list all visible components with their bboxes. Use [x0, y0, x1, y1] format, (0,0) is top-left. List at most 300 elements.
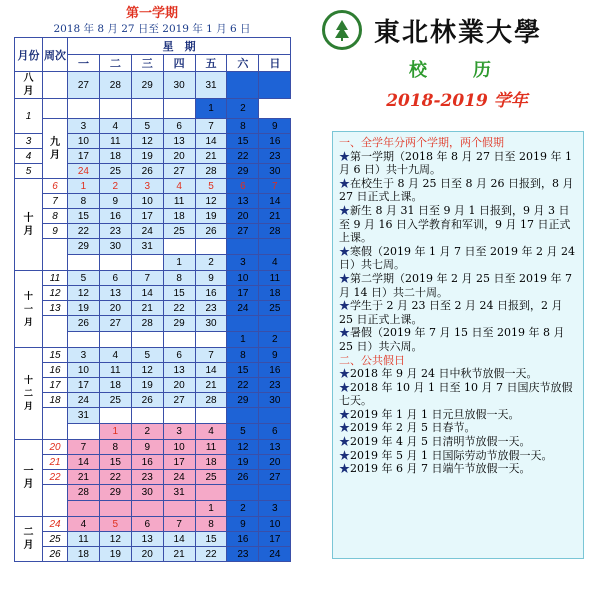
day-cell: 4	[163, 179, 195, 194]
week-number: 3	[15, 134, 43, 149]
weekday-header: 四	[163, 55, 195, 72]
day-cell	[99, 99, 131, 119]
day-cell: 26	[227, 470, 259, 485]
day-cell: 24	[68, 164, 100, 179]
day-cell: 8	[195, 517, 227, 532]
day-cell: 21	[131, 301, 163, 316]
day-cell: 3	[163, 424, 195, 440]
day-cell: 23	[259, 378, 291, 393]
day-cell: 8	[227, 348, 259, 363]
day-cell: 20	[163, 149, 195, 164]
day-cell: 2	[227, 501, 259, 517]
day-cell: 20	[163, 378, 195, 393]
day-cell: 10	[259, 517, 291, 532]
day-cell: 6	[259, 424, 291, 440]
day-cell	[259, 316, 291, 332]
month-label: 十 二 月	[15, 348, 43, 440]
star-icon: ★	[339, 448, 350, 462]
day-cell: 11	[259, 271, 291, 286]
day-cell	[259, 239, 291, 255]
week-number: 11	[43, 271, 68, 286]
day-cell: 2	[227, 99, 259, 119]
day-cell	[68, 424, 100, 440]
day-cell: 30	[131, 485, 163, 501]
day-cell: 28	[99, 72, 131, 99]
day-cell	[131, 501, 163, 517]
table-row	[15, 194, 291, 209]
day-cell: 16	[99, 209, 131, 224]
table-row	[15, 179, 291, 194]
day-cell: 18	[195, 455, 227, 470]
university-header	[322, 6, 592, 54]
week-number: 21	[43, 455, 68, 470]
week-number: 8	[43, 209, 68, 224]
day-cell: 27	[227, 224, 259, 239]
table-row	[15, 440, 291, 455]
day-cell: 27	[259, 470, 291, 485]
weekday-header: 日	[259, 55, 291, 72]
day-cell: 21	[259, 209, 291, 224]
table-row	[15, 517, 291, 532]
week-header: 周次	[43, 38, 68, 72]
day-cell: 10	[163, 440, 195, 455]
day-cell: 15	[99, 455, 131, 470]
day-cell: 3	[68, 348, 100, 363]
day-cell: 25	[195, 470, 227, 485]
table-row	[15, 224, 291, 239]
day-cell: 29	[131, 72, 163, 99]
day-cell: 21	[195, 378, 227, 393]
day-cell: 13	[227, 194, 259, 209]
notes-item	[339, 408, 577, 422]
day-cell: 28	[131, 316, 163, 332]
star-icon: ★	[339, 407, 350, 421]
notes-item-text: 2019 年 2 月 5 日春节。	[350, 421, 476, 435]
day-cell: 11	[68, 532, 100, 547]
day-cell: 31	[163, 485, 195, 501]
day-cell: 25	[259, 301, 291, 316]
month-label: 十 月	[15, 179, 43, 271]
notes-item-text: 第二学期（2019 年 2 月 25 日至 2019 年 7 月 14 日）共二十周。	[339, 271, 572, 299]
day-cell	[227, 239, 259, 255]
day-cell: 15	[227, 134, 259, 149]
day-cell: 20	[131, 547, 163, 562]
day-cell: 17	[68, 149, 100, 164]
star-icon: ★	[339, 367, 350, 381]
day-cell: 10	[227, 271, 259, 286]
day-cell: 21	[163, 547, 195, 562]
week-number: 5	[15, 164, 43, 179]
day-cell: 20	[99, 301, 131, 316]
day-cell: 6	[163, 119, 195, 134]
day-cell: 22	[163, 301, 195, 316]
table-row	[15, 209, 291, 224]
table-row	[15, 378, 291, 393]
day-cell: 14	[259, 194, 291, 209]
day-cell	[43, 99, 68, 119]
day-cell: 6	[227, 179, 259, 194]
week-number: 13	[43, 301, 68, 316]
day-cell: 16	[131, 455, 163, 470]
day-cell: 13	[163, 363, 195, 378]
day-cell: 29	[99, 485, 131, 501]
table-row	[15, 271, 291, 286]
week-number	[43, 72, 68, 99]
day-cell: 4	[68, 517, 100, 532]
day-cell: 7	[68, 440, 100, 455]
week-number: 7	[43, 194, 68, 209]
day-cell: 17	[227, 286, 259, 301]
table-row	[15, 99, 291, 119]
notes-item-text: 第一学期（2018 年 8 月 27 日至 2019 年 1 月 6 日）共十九周。	[339, 149, 572, 177]
weekday-group-header: 星 期	[68, 38, 291, 55]
week-number: 24	[43, 517, 68, 532]
day-cell: 12	[99, 532, 131, 547]
day-cell: 12	[131, 134, 163, 149]
notes-item	[339, 177, 577, 204]
day-cell: 9	[195, 271, 227, 286]
day-cell	[163, 99, 195, 119]
star-icon: ★	[339, 149, 350, 163]
day-cell: 24	[163, 470, 195, 485]
day-cell: 17	[131, 209, 163, 224]
day-cell: 11	[163, 194, 195, 209]
day-cell: 9	[259, 119, 291, 134]
day-cell	[68, 99, 100, 119]
day-cell	[227, 408, 259, 424]
notes-item-text: 学生于 2 月 23 日至 2 月 24 日报到，2 月 25 日正式上课。	[339, 299, 563, 326]
week-number: 26	[43, 547, 68, 562]
day-cell: 30	[99, 239, 131, 255]
notes-section-heading: 二、公共假日	[339, 353, 405, 367]
week-number: 22	[43, 470, 68, 485]
day-cell: 21	[195, 149, 227, 164]
day-cell: 30	[163, 72, 195, 99]
day-cell: 29	[227, 164, 259, 179]
day-cell: 7	[195, 348, 227, 363]
day-cell: 3	[227, 255, 259, 271]
month-label: 十 一 月	[15, 271, 43, 348]
notes-item	[339, 326, 577, 353]
day-cell	[195, 332, 227, 348]
table-row	[15, 408, 291, 424]
notes-item-text: 暑假（2019 年 7 月 15 日至 2019 年 8 月 25 日）共六周。	[339, 326, 565, 353]
day-cell: 7	[163, 517, 195, 532]
day-cell: 4	[195, 424, 227, 440]
day-cell: 30	[259, 164, 291, 179]
day-cell	[227, 72, 259, 99]
day-cell: 13	[131, 532, 163, 547]
day-cell: 4	[99, 348, 131, 363]
day-cell: 1	[195, 501, 227, 517]
day-cell: 24	[131, 224, 163, 239]
day-cell: 26	[131, 164, 163, 179]
notes-item-text: 在校生于 8 月 25 日至 8 月 26 日报到，8 月 27 日正式上课。	[339, 176, 574, 204]
day-cell: 11	[99, 363, 131, 378]
day-cell: 11	[99, 134, 131, 149]
weekday-header: 一	[68, 55, 100, 72]
day-cell: 18	[259, 286, 291, 301]
day-cell: 8	[68, 194, 100, 209]
day-cell: 31	[131, 239, 163, 255]
university-logo-icon	[322, 10, 362, 50]
university-name: 東北林業大學	[374, 17, 543, 48]
day-cell: 7	[131, 271, 163, 286]
day-cell: 10	[68, 134, 100, 149]
day-cell: 22	[227, 149, 259, 164]
semester-title: 第一学期	[125, 6, 178, 21]
day-cell: 2	[131, 424, 163, 440]
week-number: 18	[43, 393, 68, 408]
day-cell: 6	[99, 271, 131, 286]
weekday-header: 六	[227, 55, 259, 72]
day-cell: 5	[68, 271, 100, 286]
day-cell	[195, 239, 227, 255]
week-number: 9	[43, 224, 68, 239]
day-cell: 28	[68, 485, 100, 501]
day-cell: 28	[195, 393, 227, 408]
table-row	[15, 119, 291, 134]
week-number	[43, 408, 68, 440]
star-icon: ★	[339, 380, 350, 394]
day-cell: 19	[131, 378, 163, 393]
day-cell: 16	[259, 134, 291, 149]
week-number: 12	[43, 286, 68, 301]
month-label: 八 月	[15, 72, 43, 99]
day-cell: 24	[68, 393, 100, 408]
day-cell	[99, 408, 131, 424]
day-cell: 19	[195, 209, 227, 224]
month-header: 月份	[15, 38, 43, 72]
star-icon: ★	[339, 421, 350, 435]
day-cell: 16	[227, 532, 259, 547]
day-cell: 9	[227, 517, 259, 532]
day-cell	[163, 408, 195, 424]
day-cell: 9	[259, 348, 291, 363]
day-cell	[195, 408, 227, 424]
day-cell: 25	[99, 393, 131, 408]
day-cell: 23	[131, 470, 163, 485]
weekday-header: 五	[195, 55, 227, 72]
info-panel	[322, 6, 592, 476]
day-cell: 23	[99, 224, 131, 239]
table-row	[15, 532, 291, 547]
day-cell: 1	[195, 99, 227, 119]
table-row	[15, 239, 291, 255]
day-cell: 12	[227, 440, 259, 455]
notes-item-text: 2018 年 9 月 24 日中秋节放假一天。	[350, 367, 538, 381]
day-cell: 5	[227, 424, 259, 440]
day-cell: 22	[68, 224, 100, 239]
day-cell	[131, 99, 163, 119]
day-cell: 19	[227, 455, 259, 470]
day-cell: 2	[195, 255, 227, 271]
table-row	[15, 485, 291, 501]
day-cell	[68, 255, 100, 271]
table-row	[15, 393, 291, 408]
week-number: 17	[43, 378, 68, 393]
week-number	[43, 485, 68, 517]
week-number: 1	[15, 99, 43, 134]
day-cell: 29	[68, 239, 100, 255]
month-label: 二 月	[15, 517, 43, 562]
day-cell	[99, 501, 131, 517]
notes-item	[339, 449, 577, 463]
day-cell: 14	[195, 363, 227, 378]
day-cell: 8	[99, 440, 131, 455]
notes-item-text: 2019 年 6 月 7 日端午节放假一天。	[350, 462, 531, 476]
day-cell: 12	[195, 194, 227, 209]
notes-item-text: 2019 年 1 月 1 日元旦放假一天。	[350, 407, 520, 421]
day-cell: 2	[259, 332, 291, 348]
table-row	[15, 286, 291, 301]
day-cell: 26	[68, 316, 100, 332]
notes-item-text: 2018 年 10 月 1 日至 10 月 7 日国庆节放假七天。	[339, 380, 573, 408]
day-cell: 1	[68, 179, 100, 194]
day-cell: 16	[259, 363, 291, 378]
table-row	[15, 72, 291, 99]
weekday-header: 三	[131, 55, 163, 72]
week-number: 20	[43, 440, 68, 455]
day-cell: 4	[259, 255, 291, 271]
day-cell	[163, 239, 195, 255]
day-cell: 10	[131, 194, 163, 209]
day-cell: 27	[99, 316, 131, 332]
notes-item	[339, 462, 577, 476]
day-cell: 5	[99, 517, 131, 532]
day-cell: 29	[163, 316, 195, 332]
day-cell: 27	[68, 72, 100, 99]
day-cell	[131, 408, 163, 424]
table-row	[15, 547, 291, 562]
day-cell	[131, 332, 163, 348]
week-number: 4	[15, 149, 43, 164]
day-cell: 15	[163, 286, 195, 301]
day-cell: 28	[259, 224, 291, 239]
notes-section-heading: 一、全学年分两个学期，两个假期	[339, 136, 504, 149]
week-number	[43, 316, 68, 348]
day-cell: 25	[99, 164, 131, 179]
week-number: 6	[43, 179, 68, 194]
day-cell: 1	[227, 332, 259, 348]
day-cell	[99, 332, 131, 348]
day-cell	[99, 255, 131, 271]
day-cell: 1	[163, 255, 195, 271]
academic-year: 2018-2019 学年	[386, 91, 528, 111]
day-cell: 28	[195, 164, 227, 179]
day-cell: 20	[227, 209, 259, 224]
day-cell: 3	[131, 179, 163, 194]
star-icon: ★	[339, 299, 350, 313]
day-cell: 19	[99, 547, 131, 562]
day-cell: 27	[163, 164, 195, 179]
notes-item	[339, 381, 577, 408]
day-cell: 16	[195, 286, 227, 301]
day-cell: 8	[163, 271, 195, 286]
month-label: 九 月	[43, 119, 68, 179]
day-cell: 17	[68, 378, 100, 393]
day-cell: 11	[195, 440, 227, 455]
day-cell: 23	[195, 301, 227, 316]
day-cell: 15	[195, 532, 227, 547]
day-cell	[259, 485, 291, 501]
day-cell: 8	[227, 119, 259, 134]
day-cell	[163, 332, 195, 348]
day-cell: 2	[99, 179, 131, 194]
day-cell	[259, 408, 291, 424]
day-cell: 14	[163, 532, 195, 547]
star-icon: ★	[339, 462, 350, 476]
day-cell	[195, 485, 227, 501]
week-number: 15	[43, 348, 68, 363]
day-cell: 31	[68, 408, 100, 424]
day-cell: 3	[259, 501, 291, 517]
day-cell: 30	[195, 316, 227, 332]
notes-item	[339, 245, 577, 272]
day-cell: 4	[99, 119, 131, 134]
day-cell: 18	[99, 149, 131, 164]
notes-item-text: 新生 8 月 31 日至 9 月 1 日报到，9 月 3 日至 9 月 16 日入学教育和军训，9 月 17 日正式上课。	[339, 203, 571, 245]
day-cell: 24	[227, 301, 259, 316]
calendar-title: 校 历	[409, 60, 505, 81]
day-cell: 7	[259, 179, 291, 194]
day-cell	[68, 501, 100, 517]
star-icon: ★	[339, 326, 350, 340]
table-row	[15, 348, 291, 363]
day-cell: 15	[227, 363, 259, 378]
table-row	[15, 316, 291, 332]
day-cell: 22	[99, 470, 131, 485]
day-cell	[259, 72, 291, 99]
notes-item	[339, 299, 577, 326]
day-cell: 18	[163, 209, 195, 224]
notes-item	[339, 367, 577, 381]
day-cell: 6	[131, 517, 163, 532]
day-cell: 14	[131, 286, 163, 301]
day-cell: 25	[163, 224, 195, 239]
day-cell: 5	[131, 348, 163, 363]
star-icon: ★	[339, 435, 350, 449]
day-cell: 5	[195, 179, 227, 194]
day-cell: 14	[195, 134, 227, 149]
day-cell: 5	[131, 119, 163, 134]
day-cell	[163, 501, 195, 517]
day-cell: 20	[259, 455, 291, 470]
day-cell: 31	[195, 72, 227, 99]
day-cell: 18	[99, 378, 131, 393]
day-cell: 24	[259, 547, 291, 562]
day-cell: 12	[131, 363, 163, 378]
notes-item	[339, 435, 577, 449]
day-cell	[68, 332, 100, 348]
day-cell: 17	[163, 455, 195, 470]
table-row	[15, 363, 291, 378]
table-row	[15, 301, 291, 316]
star-icon: ★	[339, 176, 350, 190]
day-cell: 23	[227, 547, 259, 562]
day-cell: 14	[68, 455, 100, 470]
table-row	[15, 470, 291, 485]
day-cell: 19	[68, 301, 100, 316]
month-label: 一 月	[15, 440, 43, 517]
semester-range: 2018 年 8 月 27 日至 2019 年 1 月 6 日	[53, 23, 251, 35]
week-number: 25	[43, 532, 68, 547]
notes-item-text: 寒假（2019 年 1 月 7 日至 2019 年 2 月 24 日）共七周。	[339, 244, 575, 272]
day-cell: 22	[227, 378, 259, 393]
day-cell: 9	[131, 440, 163, 455]
day-cell: 17	[259, 532, 291, 547]
day-cell	[131, 255, 163, 271]
